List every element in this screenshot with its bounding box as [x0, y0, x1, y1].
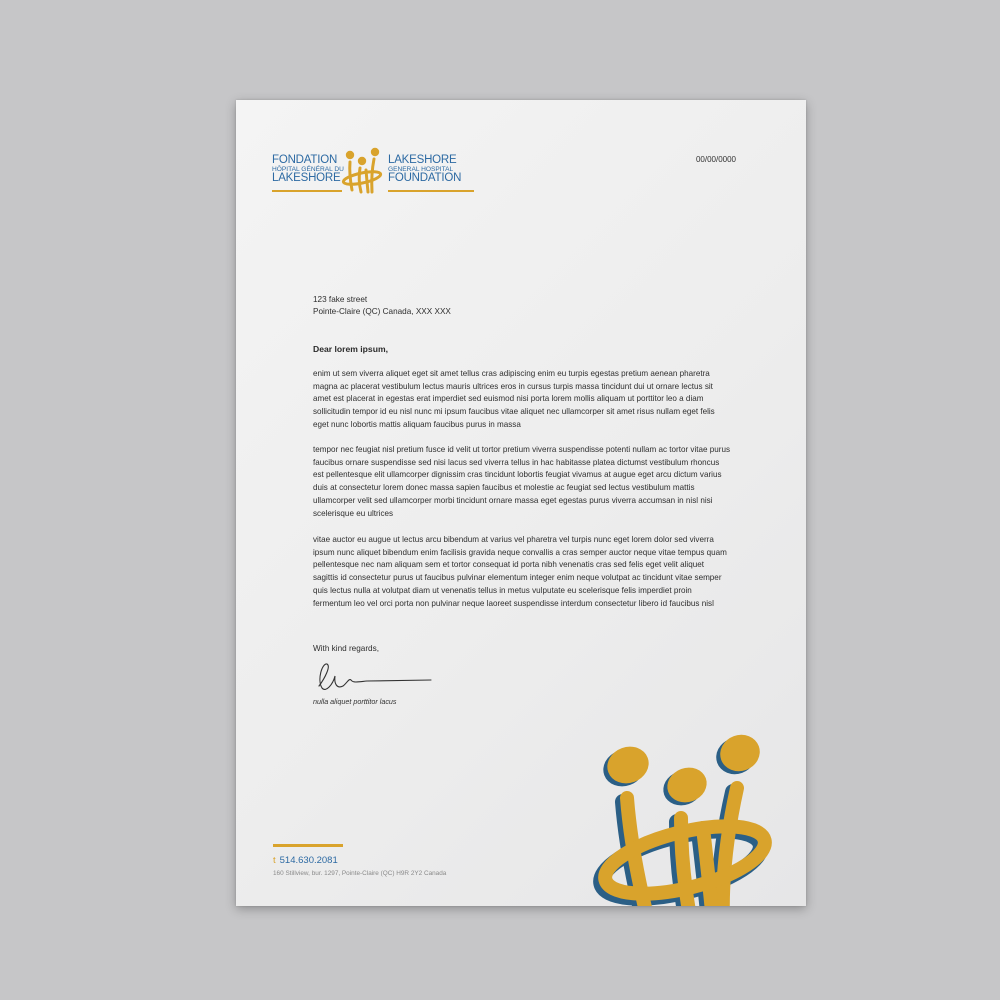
logo-underline-left — [272, 190, 342, 192]
foundation-logo — [272, 146, 462, 196]
address-line-2: Pointe-Claire (QC) Canada, XXX XXX — [313, 307, 451, 316]
footer-phone — [273, 855, 338, 866]
logo-underline-right — [388, 190, 474, 192]
signer-name: nulla aliquet porttitor lacus — [313, 697, 397, 706]
phone-prefix: t — [273, 855, 276, 866]
signature-icon — [313, 658, 433, 694]
letter-date: 00/00/0000 — [695, 155, 736, 164]
address-line-1: 123 fake street — [313, 295, 368, 304]
logo-text-french — [272, 154, 344, 184]
footer-address: 160 Stillview, bur. 1297, Pointe-Claire (QC) H9R 2Y2 Canada — [273, 870, 447, 877]
logo-text-english — [388, 155, 478, 184]
recipient-address — [313, 294, 451, 318]
phone-number: 514.630.2081 — [279, 855, 338, 866]
logo-hopital: HÔPITAL GÉNÉRAL DU — [272, 166, 344, 173]
paragraph-2: tempor nec feugiat nisl pretium fusce id velit ut tortor pretium viverra suspendisse potenti nullam ac tortor vitae purus faucibus ornare suspendisse sed nisi lacus sed viverra tellus in hac habitasse platea dictumst vestibulum rhoncus est pellentesque elit ullamcorper dignissim cras tincidunt lobortis feugiat vivamus at augue eget arcu dictum varius duis at consectetur lorem donec massa sapien faucibus et molestie ac feugiat sed lectus vestibulum mattis ullamcorper velit sed ullamcorper morbi tincidunt ornare massa eget egestas purus viverra accumsan in nisl nisi scelerisque eu ultrices — [313, 445, 731, 518]
closing: With kind regards, — [313, 644, 379, 653]
logo-lakeshore-en: LAKESHORE — [388, 154, 457, 166]
paragraph-1: enim ut sem viverra aliquet eget sit amet tellus cras adipiscing enim eu turpis egestas pretium aenean pharetra magna ac placerat vestibulum lectus mauris ultrices eros in cursus turpis massa tincidunt dui ut ornare lectus sit amet est placerat in egestas erat imperdiet sed euismod nisi porta lorem mollis aliquam ut porttitor leo a diam sollicitudin tempor id eu nisl nunc mi ipsum faucibus vitae aliquet nec ullamcorper sit amet risus nullam eget felis eget nunc lobortis mattis aliquam faucibus purus in massa — [313, 369, 715, 429]
logo-foundation: FOUNDATION — [388, 172, 462, 184]
logo-fondation: FONDATION — [272, 154, 338, 166]
logo-general-hospital: GENERAL HOSPITAL — [388, 166, 454, 173]
foundation-logo-emblem-icon — [340, 146, 386, 196]
paragraph-3: vitae auctor eu augue ut lectus arcu bibendum at varius vel pharetra vel turpis nunc eget lorem dolor sed viverra ipsum nunc aliquet bibendum enim facilisis gravida neque convallis a cras semper auctor neque vitae tempus quam pellentesque nec nam aliquam sem et tortor consequat id porta nibh venenatis cras sed felis eget velit aliquet sagittis id consectetur purus ut faucibus pulvinar elementum integer enim neque volutpat ac tincidunt vitae semper quis lectus nulla at volutpat diam ut venenatis tellus in metus vulputate eu scelerisque felis imperdiet proin fermentum leo vel orci porta non pulvinar neque laoreet suspendisse interdum consectetur libero id faucibus nisl — [313, 535, 727, 608]
logo-lakeshore-fr: LAKESHORE — [272, 172, 341, 184]
greeting: Dear lorem ipsum, — [313, 344, 388, 354]
emblem-watermark-icon — [591, 722, 806, 906]
letterhead-page — [236, 100, 806, 906]
footer-accent-bar — [273, 844, 343, 847]
